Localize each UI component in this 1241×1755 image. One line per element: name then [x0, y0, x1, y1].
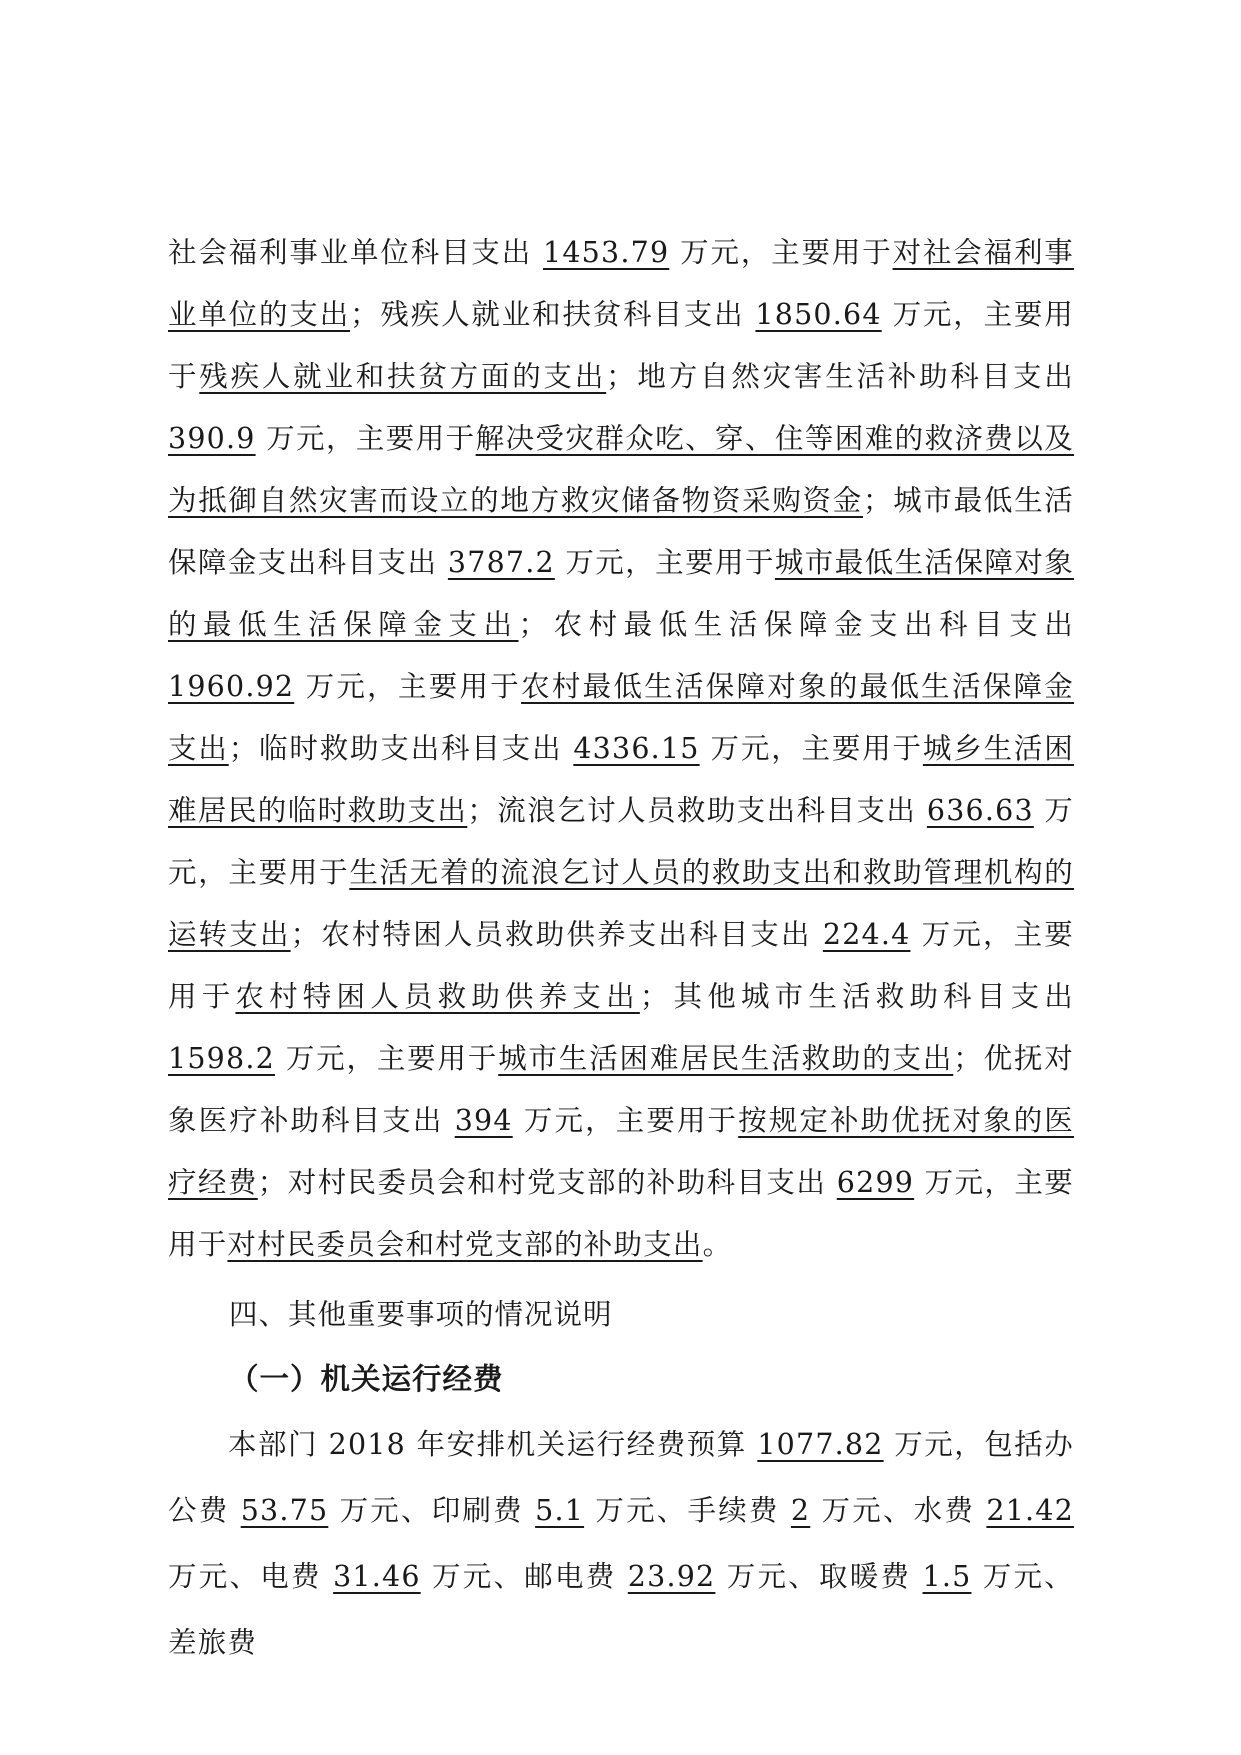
- expenditure-paragraph: [168, 222, 1074, 1276]
- text-segment: 万元，包括办公费: [168, 1428, 1074, 1527]
- amount-value: 53.75: [240, 1494, 329, 1527]
- amount-value: 1598.2: [168, 1042, 275, 1075]
- usage-description: 城市最低生活保障对象的最低生活保障金支出: [168, 546, 1074, 641]
- amount-value: 1453.79: [543, 236, 670, 269]
- text-segment: ；地方自然灾害生活补助科目支出: [606, 360, 1074, 393]
- amount-value: 1.5: [922, 1560, 972, 1593]
- usage-description: 城市生活困难居民生活救助的支出: [498, 1042, 954, 1075]
- text-segment: 万元、印刷费: [328, 1494, 536, 1527]
- text-segment: ；临时救助支出科目支出: [228, 732, 574, 765]
- text-segment: 万元，主要用于: [168, 794, 1074, 889]
- usage-description: 残疾人就业和扶贫方面的支出: [199, 360, 607, 393]
- text-segment: ；流浪乞讨人员救助支出科目支出: [467, 794, 927, 827]
- text-segment: 万元，主要用于: [168, 1166, 1075, 1261]
- amount-value: 6299: [836, 1166, 915, 1199]
- text-segment: 万元、差旅费: [168, 1560, 1074, 1659]
- text-segment: 万元，主要用于: [255, 422, 476, 455]
- operating-cost-text: [168, 1412, 1074, 1676]
- text-segment: 。: [702, 1228, 733, 1261]
- text-segment: 社会福利事业单位科目支出: [168, 236, 544, 269]
- text-segment: 万元，主要用于: [168, 918, 1074, 1013]
- amount-value: 1960.92: [168, 670, 295, 703]
- text-segment: 万元，主要用于: [512, 1104, 739, 1137]
- usage-description: 城乡生活困难居民的临时救助支出: [168, 732, 1074, 827]
- text-segment: 万元，主要用于: [294, 670, 522, 703]
- text-segment: 本部门 2018 年安排机关运行经费预算: [228, 1428, 758, 1461]
- text-segment: ；残疾人就业和扶贫科目支出: [350, 298, 756, 331]
- text-segment: ；其他城市生活救助科目支出: [639, 980, 1074, 1013]
- amount-value: 394: [454, 1104, 513, 1137]
- amount-value: 224.4: [822, 918, 911, 951]
- amount-value: 1850.64: [755, 298, 882, 331]
- text-segment: 万元，主要用于: [669, 236, 893, 269]
- usage-description: 解决受灾群众吃、穿、住等困难的救济费以及为抵御自然灾害而设立的地方救灾储备物资采购资金: [168, 422, 1074, 517]
- text-segment: 万元、电费: [168, 1560, 334, 1593]
- amount-value: 3787.2: [447, 546, 555, 579]
- usage-description: 农村特困人员救助供养支出: [235, 980, 640, 1013]
- amount-value: 23.92: [627, 1560, 716, 1593]
- amount-value: 1077.82: [757, 1428, 884, 1461]
- operating-cost-paragraph: [168, 1412, 1074, 1676]
- usage-description: 对村民委员会和村党支部的补助支出: [227, 1228, 703, 1261]
- text-segment: 万元，主要用于: [699, 732, 923, 765]
- text-segment: 万元、邮电费: [420, 1560, 628, 1593]
- amount-value: 2: [790, 1494, 811, 1527]
- usage-description: 对社会福利事业单位的支出: [168, 236, 1074, 331]
- text-segment: 万元、手续费: [584, 1494, 791, 1527]
- amount-value: 31.46: [333, 1560, 421, 1593]
- section-heading: 四、其他重要事项的情况说明: [229, 1298, 613, 1331]
- amount-value: 21.42: [986, 1494, 1074, 1527]
- subsection-heading: （一）机关运行经费: [229, 1362, 504, 1396]
- text-segment: 万元，主要用于: [168, 298, 1074, 393]
- usage-description: 生活无着的流浪乞讨人员的救助支出和救助管理机构的运转支出: [168, 856, 1074, 951]
- text-segment: ；农村最低生活保障金支出科目支出: [518, 608, 1074, 641]
- text-segment: 万元、取暖费: [715, 1560, 923, 1593]
- expenditure-text: [168, 222, 1074, 1276]
- usage-description: 按规定补助优抚对象的医疗经费: [168, 1104, 1075, 1199]
- text-segment: ；对村民委员会和村党支部的补助科目支出: [257, 1166, 837, 1199]
- text-segment: ；优抚对象医疗补助科目支出: [168, 1042, 1074, 1137]
- text-segment: ；城市最低生活保障金支出科目支出: [168, 484, 1075, 579]
- usage-description: 农村最低生活保障对象的最低生活保障金支出: [168, 670, 1074, 765]
- text-segment: 万元，主要用于: [554, 546, 775, 579]
- amount-value: 5.1: [535, 1494, 585, 1527]
- text-segment: 万元、水费: [810, 1494, 987, 1527]
- text-segment: ；农村特困人员救助供养支出科目支出: [290, 918, 823, 951]
- text-segment: 万元，主要用于: [274, 1042, 499, 1075]
- amount-value: 390.9: [168, 422, 256, 455]
- amount-value: 4336.15: [573, 732, 700, 765]
- amount-value: 636.63: [926, 794, 1034, 827]
